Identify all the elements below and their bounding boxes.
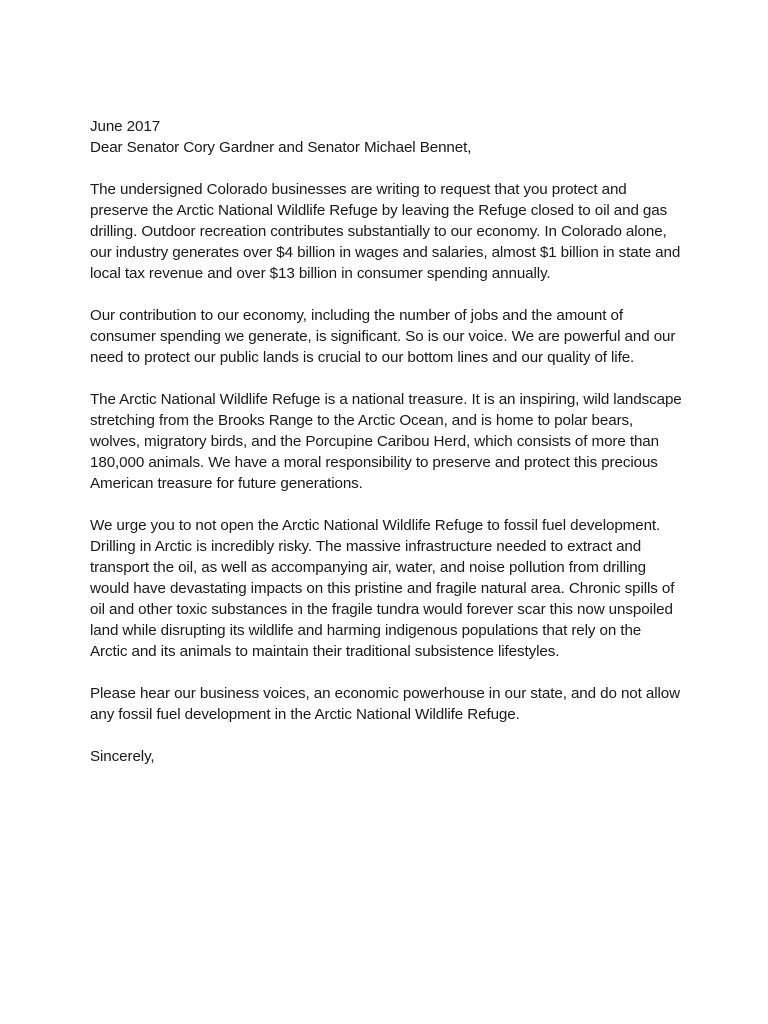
paragraph-line: land while disrupting its wildlife and harming indigenous populations that rely on the — [90, 622, 642, 639]
paragraph-line: Arctic and its animals to maintain their traditional subsistence lifestyles. — [90, 643, 560, 660]
paragraph-line: consumer spending we generate, is significant. So is our voice. We are powerful and our — [90, 328, 676, 345]
paragraph-line: The Arctic National Wildlife Refuge is a national treasure. It is an inspiring, wild landscape — [90, 391, 682, 408]
paragraph-line: American treasure for future generations. — [90, 475, 363, 492]
letter-header — [90, 116, 700, 158]
paragraph-line: preserve the Arctic National Wildlife Refuge by leaving the Refuge closed to oil and gas — [90, 202, 668, 219]
paragraph-line: local tax revenue and over $13 billion in consumer spending annually. — [90, 265, 551, 282]
paragraph-urge — [90, 515, 700, 662]
paragraph-appeal — [90, 683, 700, 725]
paragraph-line: Drilling in Arctic is incredibly risky. The massive infrastructure needed to extract and — [90, 538, 642, 555]
paragraph-line: 180,000 animals. We have a moral responsibility to preserve and protect this precious — [90, 454, 658, 471]
paragraph-line: Please hear our business voices, an economic powerhouse in our state, and do not allow — [90, 685, 680, 702]
paragraph-request — [90, 179, 700, 284]
paragraph-line: need to protect our public lands is crucial to our bottom lines and our quality of life. — [90, 349, 635, 366]
letter-closing: Sincerely, — [90, 748, 155, 765]
paragraph-line: oil and other toxic substances in the fragile tundra would forever scar this now unspoiled — [90, 601, 673, 618]
letter-body — [90, 116, 700, 788]
paragraph-line: our industry generates over $4 billion in wages and salaries, almost $1 billion in state and — [90, 244, 681, 261]
paragraph-line: would have devastating impacts on this pristine and fragile natural area. Chronic spills of — [90, 580, 675, 597]
paragraph-line: The undersigned Colorado businesses are writing to request that you protect and — [90, 181, 627, 198]
paragraph-line: drilling. Outdoor recreation contributes substantially to our economy. In Colorado alone, — [90, 223, 667, 240]
letter-closing-block — [90, 746, 700, 767]
paragraph-contribution — [90, 305, 700, 368]
paragraph-line: transport the oil, as well as accompanying air, water, and noise pollution from drilling — [90, 559, 646, 576]
letter-date: June 2017 — [90, 118, 161, 135]
paragraph-line: We urge you to not open the Arctic National Wildlife Refuge to fossil fuel development. — [90, 517, 661, 534]
letter-salutation: Dear Senator Cory Gardner and Senator Michael Bennet, — [90, 139, 472, 156]
paragraph-line: Our contribution to our economy, including the number of jobs and the amount of — [90, 307, 623, 324]
paragraph-treasure — [90, 389, 700, 494]
paragraph-line: stretching from the Brooks Range to the Arctic Ocean, and is home to polar bears, — [90, 412, 634, 429]
paragraph-line: any fossil fuel development in the Arctic National Wildlife Refuge. — [90, 706, 520, 723]
paragraph-line: wolves, migratory birds, and the Porcupine Caribou Herd, which consists of more than — [90, 433, 659, 450]
